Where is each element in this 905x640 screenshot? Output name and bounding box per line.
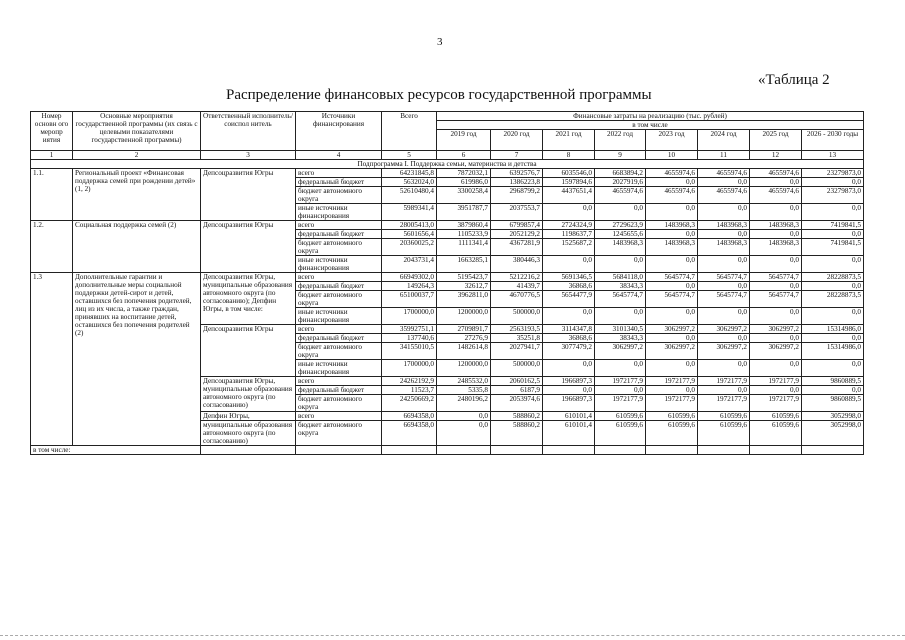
funding-source: федеральный бюджет — [296, 334, 382, 343]
amount-cell: 5212216,2 — [491, 273, 543, 282]
amount-cell: 11523,7 — [382, 386, 437, 395]
amount-cell: 66949302,0 — [382, 273, 437, 282]
column-number: 9 — [595, 151, 646, 160]
amount-cell: 3062997,2 — [698, 343, 750, 360]
funding-source: всего — [296, 325, 382, 334]
funding-source: всего — [296, 273, 382, 282]
amount-cell: 7419841,5 — [802, 239, 864, 256]
amount-cell: 5645774,7 — [750, 273, 802, 282]
amount-cell: 24250669,2 — [382, 395, 437, 412]
amount-cell: 0,0 — [750, 178, 802, 187]
empty-cell — [543, 446, 595, 455]
amount-cell: 34155010,5 — [382, 343, 437, 360]
activity-executor: муниципальные образования автономного округа (по согласованию) — [201, 421, 296, 446]
funding-source: бюджет автономного округа — [296, 421, 382, 446]
amount-cell: 610599,6 — [698, 412, 750, 421]
empty-cell — [646, 446, 698, 455]
header-year: 2020 год — [491, 130, 543, 151]
column-number: 5 — [382, 151, 437, 160]
column-numbers-row — [31, 151, 864, 160]
amount-cell: 0,0 — [750, 386, 802, 395]
column-number: 8 — [543, 151, 595, 160]
amount-cell: 6035546,0 — [543, 169, 595, 178]
amount-cell: 3062997,2 — [646, 325, 698, 334]
funding-source: всего — [296, 169, 382, 178]
header-year: 2021 год — [543, 130, 595, 151]
amount-cell: 1483968,3 — [646, 221, 698, 230]
amount-cell: 5645774,7 — [646, 273, 698, 282]
financial-table — [30, 111, 864, 455]
amount-cell: 0,0 — [698, 386, 750, 395]
amount-cell: 15314986,0 — [802, 343, 864, 360]
amount-cell: 5601656,4 — [382, 230, 437, 239]
amount-cell: 1972177,9 — [750, 395, 802, 412]
amount-cell: 28005413,0 — [382, 221, 437, 230]
amount-cell: 5632024,0 — [382, 178, 437, 187]
amount-cell: 0,0 — [543, 308, 595, 325]
amount-cell: 2060162,5 — [491, 377, 543, 386]
amount-cell: 36868,6 — [543, 334, 595, 343]
amount-cell: 1105233,9 — [437, 230, 491, 239]
amount-cell: 5645774,7 — [646, 291, 698, 308]
amount-cell: 3114347,8 — [543, 325, 595, 334]
column-number: 4 — [296, 151, 382, 160]
amount-cell: 1972177,9 — [750, 377, 802, 386]
amount-cell: 0,0 — [698, 230, 750, 239]
amount-cell: 1966897,3 — [543, 377, 595, 386]
amount-cell: 3062997,2 — [750, 343, 802, 360]
table-row — [31, 273, 864, 282]
amount-cell: 4367281,9 — [491, 239, 543, 256]
amount-cell: 7419841,5 — [802, 221, 864, 230]
amount-cell: 52610480,4 — [382, 187, 437, 204]
funding-source: бюджет автономного округа — [296, 343, 382, 360]
amount-cell: 1483968,3 — [750, 221, 802, 230]
amount-cell: 0,0 — [698, 334, 750, 343]
amount-cell: 1972177,9 — [646, 377, 698, 386]
amount-cell: 0,0 — [802, 256, 864, 273]
header-total: Всего — [382, 112, 437, 151]
amount-cell: 0,0 — [750, 334, 802, 343]
amount-cell: 1966897,3 — [543, 395, 595, 412]
amount-cell: 0,0 — [802, 204, 864, 221]
amount-cell: 4655974,6 — [646, 169, 698, 178]
amount-cell: 38343,3 — [595, 334, 646, 343]
amount-cell: 6694358,0 — [382, 412, 437, 421]
amount-cell: 2027941,7 — [491, 343, 543, 360]
amount-cell: 5645774,7 — [595, 291, 646, 308]
funding-source: иные источники финансирования — [296, 204, 382, 221]
column-number: 2 — [73, 151, 201, 160]
amount-cell: 0,0 — [543, 386, 595, 395]
amount-cell: 9860889,5 — [802, 395, 864, 412]
amount-cell: 137740,6 — [382, 334, 437, 343]
amount-cell: 0,0 — [543, 360, 595, 377]
amount-cell: 0,0 — [595, 204, 646, 221]
amount-cell: 27276,9 — [437, 334, 491, 343]
amount-cell: 6694358,0 — [382, 421, 437, 446]
in-that-number-label: в том числе: — [31, 446, 201, 455]
amount-cell: 32612,7 — [437, 282, 491, 291]
amount-cell: 6799857,4 — [491, 221, 543, 230]
amount-cell: 1482614,8 — [437, 343, 491, 360]
column-number: 11 — [698, 151, 750, 160]
amount-cell: 3300258,4 — [437, 187, 491, 204]
amount-cell: 4655974,6 — [750, 187, 802, 204]
amount-cell: 500000,0 — [491, 308, 543, 325]
funding-source: всего — [296, 221, 382, 230]
funding-source: бюджет автономного округа — [296, 395, 382, 412]
amount-cell: 380446,3 — [491, 256, 543, 273]
amount-cell: 4655974,6 — [750, 169, 802, 178]
subprogram-row — [31, 160, 864, 169]
amount-cell: 588860,2 — [491, 421, 543, 446]
amount-cell: 0,0 — [646, 360, 698, 377]
amount-cell: 0,0 — [802, 308, 864, 325]
amount-cell: 4655974,6 — [698, 187, 750, 204]
amount-cell: 0,0 — [646, 204, 698, 221]
amount-cell: 2729623,9 — [595, 221, 646, 230]
header-year: 2023 год — [646, 130, 698, 151]
activity-number: 1.1. — [31, 169, 73, 221]
amount-cell: 149264,3 — [382, 282, 437, 291]
column-number: 10 — [646, 151, 698, 160]
amount-cell: 2027919,6 — [595, 178, 646, 187]
empty-cell — [437, 446, 491, 455]
amount-cell: 6392576,7 — [491, 169, 543, 178]
amount-cell: 1972177,9 — [698, 377, 750, 386]
amount-cell: 1483968,3 — [698, 239, 750, 256]
amount-cell: 3951787,7 — [437, 204, 491, 221]
amount-cell: 610101,4 — [543, 421, 595, 446]
header-year: 2024 год — [698, 130, 750, 151]
amount-cell: 1525687,2 — [543, 239, 595, 256]
amount-cell: 0,0 — [646, 386, 698, 395]
funding-source: бюджет автономного округа — [296, 239, 382, 256]
funding-source: бюджет автономного округа — [296, 187, 382, 204]
amount-cell: 65100037,7 — [382, 291, 437, 308]
header-year: 2022 год — [595, 130, 646, 151]
amount-cell: 0,0 — [698, 360, 750, 377]
amount-cell: 588860,2 — [491, 412, 543, 421]
amount-cell: 5989341,4 — [382, 204, 437, 221]
header-executor: Ответственный исполнитель/соиспол нитель — [201, 112, 296, 151]
amount-cell: 5645774,7 — [750, 291, 802, 308]
amount-cell: 0,0 — [698, 308, 750, 325]
amount-cell: 2485532,0 — [437, 377, 491, 386]
amount-cell: 1200000,0 — [437, 308, 491, 325]
amount-cell: 1663285,1 — [437, 256, 491, 273]
amount-cell: 0,0 — [437, 421, 491, 446]
amount-cell: 2709891,7 — [437, 325, 491, 334]
amount-cell: 64231845,8 — [382, 169, 437, 178]
amount-cell: 3062997,2 — [646, 343, 698, 360]
amount-cell: 1386223,8 — [491, 178, 543, 187]
amount-cell: 7872032,1 — [437, 169, 491, 178]
amount-cell: 0,0 — [750, 308, 802, 325]
empty-cell — [698, 446, 750, 455]
amount-cell: 0,0 — [750, 360, 802, 377]
amount-cell: 2043731,4 — [382, 256, 437, 273]
amount-cell: 3101340,5 — [595, 325, 646, 334]
empty-cell — [595, 446, 646, 455]
amount-cell: 610599,6 — [750, 421, 802, 446]
subprogram-title: Подпрограмма I. Поддержка семьи, материнства и детства — [31, 160, 864, 169]
amount-cell: 0,0 — [698, 204, 750, 221]
page-number: 3 — [437, 36, 443, 48]
amount-cell: 1200000,0 — [437, 360, 491, 377]
amount-cell: 0,0 — [698, 256, 750, 273]
table-row — [31, 169, 864, 178]
header-financial-costs: Финансовые затраты на реализацию (тыс. рублей) — [437, 112, 864, 121]
amount-cell: 0,0 — [646, 256, 698, 273]
amount-cell: 3062997,2 — [698, 325, 750, 334]
header-main-activities: Основные мероприятия государственной программы (их связь с целевыми показателями государственной программы) — [73, 112, 201, 151]
document-title: Распределение финансовых ресурсов государственной программы — [226, 87, 652, 103]
header-year: 2025 год — [750, 130, 802, 151]
amount-cell: 0,0 — [750, 230, 802, 239]
amount-cell: 1972177,9 — [595, 395, 646, 412]
amount-cell: 5195423,7 — [437, 273, 491, 282]
amount-cell: 2037553,7 — [491, 204, 543, 221]
amount-cell: 1972177,9 — [595, 377, 646, 386]
amount-cell: 5684118,0 — [595, 273, 646, 282]
scan-edge-line — [0, 635, 905, 636]
amount-cell: 0,0 — [595, 308, 646, 325]
activity-name: Дополнительные гарантии и дополнительные меры социальной поддержки детей-сирот и детей, оставшихся без попечения родителей, лиц из их числа, а также граждан, принявших на воспитание детей, оставшихся без попечения родителей (2) — [73, 273, 201, 446]
amount-cell: 5335,8 — [437, 386, 491, 395]
amount-cell: 1972177,9 — [646, 395, 698, 412]
amount-cell: 0,0 — [698, 178, 750, 187]
amount-cell: 0,0 — [802, 178, 864, 187]
amount-cell: 1111341,4 — [437, 239, 491, 256]
amount-cell: 2724324,9 — [543, 221, 595, 230]
amount-cell: 0,0 — [543, 256, 595, 273]
amount-cell: 23279873,0 — [802, 169, 864, 178]
activity-number: 1.2. — [31, 221, 73, 273]
activity-executor: Депсоцразвития Югры — [201, 169, 296, 221]
amount-cell: 610599,6 — [646, 421, 698, 446]
amount-cell: 0,0 — [595, 360, 646, 377]
amount-cell: 4655974,6 — [595, 187, 646, 204]
activity-executor: Депфин Югры, — [201, 412, 296, 421]
funding-source: федеральный бюджет — [296, 178, 382, 187]
amount-cell: 0,0 — [646, 334, 698, 343]
amount-cell: 3052998,0 — [802, 412, 864, 421]
amount-cell: 35251,8 — [491, 334, 543, 343]
amount-cell: 1198637,7 — [543, 230, 595, 239]
amount-cell: 0,0 — [750, 282, 802, 291]
amount-cell: 1483968,3 — [646, 239, 698, 256]
amount-cell: 2480196,2 — [437, 395, 491, 412]
empty-cell — [296, 446, 382, 455]
amount-cell: 0,0 — [646, 230, 698, 239]
header-year: 2019 год — [437, 130, 491, 151]
empty-cell — [802, 446, 864, 455]
amount-cell: 5645774,7 — [698, 291, 750, 308]
amount-cell: 6683894,2 — [595, 169, 646, 178]
amount-cell: 0,0 — [750, 256, 802, 273]
amount-cell: 9860889,5 — [802, 377, 864, 386]
header-including: в том числе — [437, 121, 864, 130]
amount-cell: 23279873,0 — [802, 187, 864, 204]
activity-name: Региональный проект «Финансовая поддержка семей при рождении детей» (1, 2) — [73, 169, 201, 221]
amount-cell: 1483968,3 — [595, 239, 646, 256]
funding-source: федеральный бюджет — [296, 282, 382, 291]
table-row — [31, 221, 864, 230]
amount-cell: 0,0 — [543, 204, 595, 221]
activity-executor: Депсоцразвития Югры, муниципальные образования автономного округа (по согласованию); Депфин Югры, в том числе: — [201, 273, 296, 325]
amount-cell: 20360025,2 — [382, 239, 437, 256]
amount-cell: 24262192,9 — [382, 377, 437, 386]
funding-source: всего — [296, 412, 382, 421]
amount-cell: 0,0 — [802, 282, 864, 291]
funding-source: федеральный бюджет — [296, 386, 382, 395]
amount-cell: 6187,9 — [491, 386, 543, 395]
funding-source: иные источники финансирования — [296, 308, 382, 325]
funding-source: иные источники финансирования — [296, 256, 382, 273]
column-number: 3 — [201, 151, 296, 160]
header-year: 2026 - 2030 годы — [802, 130, 864, 151]
empty-cell — [491, 446, 543, 455]
empty-cell — [750, 446, 802, 455]
column-number: 1 — [31, 151, 73, 160]
amount-cell: 2563193,5 — [491, 325, 543, 334]
funding-source: иные источники финансирования — [296, 360, 382, 377]
header-number: Номер основн ого меропр иятия — [31, 112, 73, 151]
amount-cell: 610599,6 — [595, 412, 646, 421]
amount-cell: 15314986,0 — [802, 325, 864, 334]
amount-cell: 0,0 — [646, 178, 698, 187]
amount-cell: 619986,0 — [437, 178, 491, 187]
amount-cell: 0,0 — [802, 360, 864, 377]
amount-cell: 1972177,9 — [698, 395, 750, 412]
amount-cell: 3077479,2 — [543, 343, 595, 360]
amount-cell: 0,0 — [802, 230, 864, 239]
activity-number: 1.3 — [31, 273, 73, 446]
amount-cell: 3062997,2 — [750, 325, 802, 334]
amount-cell: 36868,6 — [543, 282, 595, 291]
amount-cell: 0,0 — [802, 386, 864, 395]
amount-cell: 0,0 — [646, 308, 698, 325]
amount-cell: 0,0 — [437, 412, 491, 421]
header-row — [31, 112, 864, 121]
amount-cell: 610599,6 — [646, 412, 698, 421]
footer-row — [31, 446, 864, 455]
amount-cell: 4655974,6 — [698, 169, 750, 178]
amount-cell: 4655974,6 — [646, 187, 698, 204]
amount-cell: 5691346,5 — [543, 273, 595, 282]
activity-name: Социальная поддержка семей (2) — [73, 221, 201, 273]
column-number: 13 — [802, 151, 864, 160]
amount-cell: 0,0 — [646, 282, 698, 291]
amount-cell: 0,0 — [698, 282, 750, 291]
amount-cell: 4670776,5 — [491, 291, 543, 308]
funding-source: бюджет автономного округа — [296, 291, 382, 308]
activity-executor: Депсоцразвития Югры, муниципальные образования автономного округа (по согласованию) — [201, 377, 296, 412]
amount-cell: 28228873,5 — [802, 273, 864, 282]
funding-source: федеральный бюджет — [296, 230, 382, 239]
amount-cell: 1700000,0 — [382, 360, 437, 377]
amount-cell: 1483968,3 — [750, 239, 802, 256]
amount-cell: 610599,6 — [595, 421, 646, 446]
amount-cell: 1597894,6 — [543, 178, 595, 187]
amount-cell: 3879860,4 — [437, 221, 491, 230]
amount-cell: 500000,0 — [491, 360, 543, 377]
empty-cell — [201, 446, 296, 455]
amount-cell: 2052129,2 — [491, 230, 543, 239]
table-label: «Таблица 2 — [758, 72, 830, 88]
amount-cell: 0,0 — [595, 256, 646, 273]
amount-cell: 38343,3 — [595, 282, 646, 291]
amount-cell: 1483968,3 — [698, 221, 750, 230]
header-sources: Источники финансирования — [296, 112, 382, 151]
column-number: 6 — [437, 151, 491, 160]
amount-cell: 4437651,4 — [543, 187, 595, 204]
amount-cell: 3962811,0 — [437, 291, 491, 308]
amount-cell: 2968799,2 — [491, 187, 543, 204]
amount-cell: 28228873,5 — [802, 291, 864, 308]
amount-cell: 1700000,0 — [382, 308, 437, 325]
amount-cell: 0,0 — [595, 386, 646, 395]
amount-cell: 2053974,6 — [491, 395, 543, 412]
amount-cell: 610599,6 — [698, 421, 750, 446]
amount-cell: 3052998,0 — [802, 421, 864, 446]
activity-executor: Депсоцразвития Югры — [201, 221, 296, 273]
amount-cell: 5654477,9 — [543, 291, 595, 308]
amount-cell: 3062997,2 — [595, 343, 646, 360]
amount-cell: 35992751,1 — [382, 325, 437, 334]
amount-cell: 5645774,7 — [698, 273, 750, 282]
amount-cell: 0,0 — [750, 204, 802, 221]
column-number: 12 — [750, 151, 802, 160]
empty-cell — [382, 446, 437, 455]
column-number: 7 — [491, 151, 543, 160]
amount-cell: 41439,7 — [491, 282, 543, 291]
activity-executor: Депсоцразвития Югры — [201, 325, 296, 377]
amount-cell: 1245655,6 — [595, 230, 646, 239]
amount-cell: 610599,6 — [750, 412, 802, 421]
amount-cell: 610101,4 — [543, 412, 595, 421]
funding-source: всего — [296, 377, 382, 386]
amount-cell: 0,0 — [802, 334, 864, 343]
